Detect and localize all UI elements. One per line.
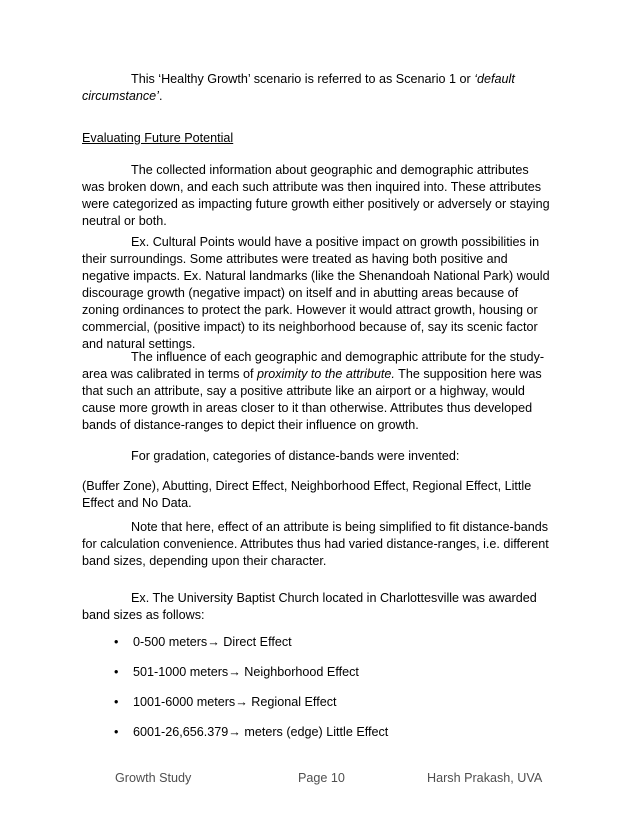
list-item <box>114 664 544 681</box>
scenario-paragraph <box>82 71 552 105</box>
list-item-range: 0-500 meters <box>133 635 208 649</box>
list-item-range: 6001-26,656.379 <box>133 725 229 739</box>
bullet-icon: • <box>114 635 119 649</box>
proximity-text-end: The supposition here was that such an attribute, say a positive attribute like an airport or a highway, would cause more growth in areas closer to it than otherwise. Attributes thus developed bands of distance-ranges to depict their influence on growth. <box>82 367 542 432</box>
arrow-icon: → <box>235 695 248 709</box>
section-heading: Evaluating Future Potential <box>82 131 234 145</box>
list-item-range: 1001-6000 meters <box>133 695 236 709</box>
list-item <box>114 634 544 651</box>
arrow-icon: → <box>207 635 220 649</box>
footer-author: Harsh Prakash, UVA <box>427 771 543 785</box>
proximity-text-start: The influence of each geographic and demographic attribute for the study-area was calibrated in terms of <box>82 350 545 381</box>
list-item-effect: meters (edge) Little Effect <box>240 725 389 739</box>
list-item <box>114 724 544 741</box>
page-footer <box>0 770 638 787</box>
list-item <box>114 694 544 711</box>
list-item-effect: Regional Effect <box>247 695 337 709</box>
scenario-end: . <box>158 89 163 103</box>
bullet-icon: • <box>114 725 119 739</box>
arrow-icon: → <box>228 725 241 739</box>
paragraph-band-categories: (Buffer Zone), Abutting, Direct Effect, Neighborhood Effect, Regional Effect, Little Effect and No Data. <box>82 479 532 510</box>
list-item-effect: Direct Effect <box>219 635 292 649</box>
list-item-effect: Neighborhood Effect <box>240 665 359 679</box>
paragraph-gradation: For gradation, categories of distance-bands were invented: <box>131 449 460 463</box>
arrow-icon: → <box>228 665 241 679</box>
paragraph-church-example: Ex. The University Baptist Church located in Charlottesville was awarded band sizes as follows: <box>82 591 537 622</box>
bullet-icon: • <box>114 665 119 679</box>
paragraph-proximity <box>82 349 552 434</box>
footer-page-number: Page 10 <box>298 771 345 785</box>
paragraph-simplification: Note that here, effect of an attribute is being simplified to fit distance-bands for calculation convenience. Attributes thus had varied distance-ranges, i.e. different band sizes, depending upon their character. <box>82 520 549 568</box>
proximity-italic-text: proximity to the attribute. <box>257 367 395 381</box>
paragraph-attributes: The collected information about geographic and demographic attributes was broken down, and each such attribute was then inquired into. These attributes were categorized as impacting future growth either positively or adversely or staying neutral or both. <box>82 163 550 228</box>
list-item-range: 501-1000 meters <box>133 665 229 679</box>
scenario-italic-text: ‘default circumstance’ <box>82 72 515 103</box>
bullet-icon: • <box>114 695 119 709</box>
paragraph-cultural-points: Ex. Cultural Points would have a positive impact on growth possibilities in their surroundings. Some attributes were treated as having both positive and negative impacts. Ex. Natural landmarks (like the Shenandoah National Park) would discourage growth (negative impact) on itself and in abutting areas because of zoning ordinances to protect the park. However it would attract growth, housing or commercial, (positive impact) to its neighborhood because of, say its scenic factor and natural settings. <box>82 235 550 351</box>
scenario-text: This ‘Healthy Growth’ scenario is referred to as Scenario 1 or <box>131 72 475 86</box>
footer-left-text: Growth Study <box>115 771 192 785</box>
